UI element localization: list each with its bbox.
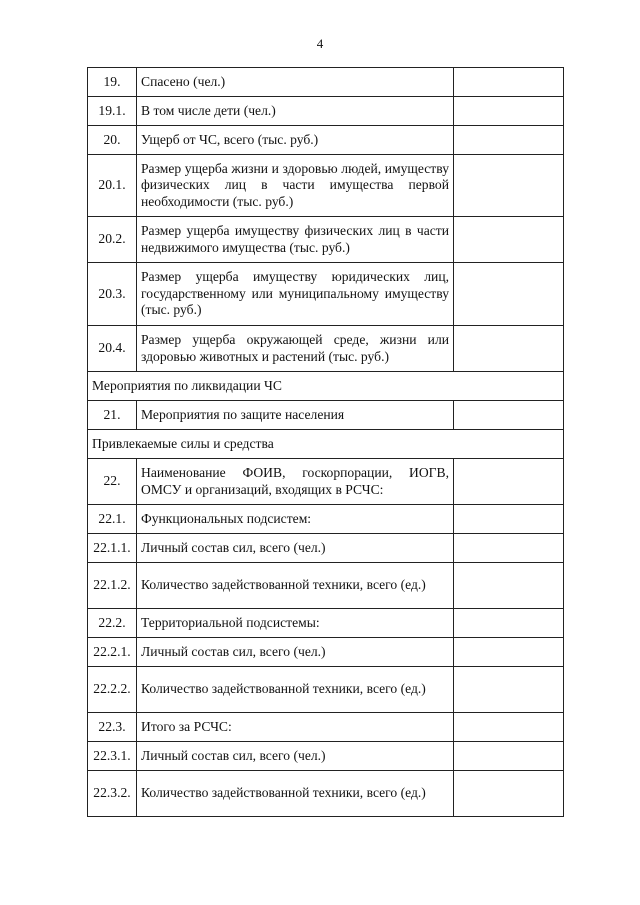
section-header: Привлекаемые силы и средства	[88, 430, 564, 459]
table-row	[88, 126, 564, 155]
row-number: 21.	[88, 401, 137, 430]
table-row	[88, 609, 564, 638]
row-description: Территориальной подсистемы:	[137, 609, 454, 638]
row-description: Размер ущерба жизни и здоровью людей, имуществу физических лиц в части имущества первой необходимости (тыс. руб.)	[137, 155, 454, 217]
row-number: 20.4.	[88, 326, 137, 372]
table-row	[88, 713, 564, 742]
report-table	[87, 67, 564, 817]
value-cell[interactable]	[454, 771, 564, 817]
row-number: 19.	[88, 68, 137, 97]
table-row	[88, 771, 564, 817]
table-row	[88, 459, 564, 505]
value-cell[interactable]	[454, 401, 564, 430]
row-number: 20.3.	[88, 263, 137, 326]
table-row	[88, 68, 564, 97]
row-number: 19.1.	[88, 97, 137, 126]
row-number: 22.2.2.	[88, 667, 137, 713]
table-row	[88, 155, 564, 217]
row-description: Количество задействованной техники, всего (ед.)	[137, 563, 454, 609]
row-number: 22.3.2.	[88, 771, 137, 817]
value-cell[interactable]	[454, 563, 564, 609]
value-cell[interactable]	[454, 534, 564, 563]
row-description: Итого за РСЧС:	[137, 713, 454, 742]
row-number: 22.3.1.	[88, 742, 137, 771]
row-number: 20.2.	[88, 217, 137, 263]
row-number: 22.	[88, 459, 137, 505]
table-row	[88, 638, 564, 667]
section-header-row	[88, 430, 564, 459]
row-number: 22.3.	[88, 713, 137, 742]
row-number: 22.2.	[88, 609, 137, 638]
row-description: В том числе дети (чел.)	[137, 97, 454, 126]
table-row	[88, 401, 564, 430]
row-number: 22.1.1.	[88, 534, 137, 563]
value-cell[interactable]	[454, 505, 564, 534]
row-description: Размер ущерба имуществу физических лиц в части недвижимого имущества (тыс. руб.)	[137, 217, 454, 263]
row-description: Ущерб от ЧС, всего (тыс. руб.)	[137, 126, 454, 155]
row-description: Личный состав сил, всего (чел.)	[137, 534, 454, 563]
value-cell[interactable]	[454, 126, 564, 155]
table-row	[88, 534, 564, 563]
value-cell[interactable]	[454, 459, 564, 505]
row-number: 20.	[88, 126, 137, 155]
row-description: Личный состав сил, всего (чел.)	[137, 638, 454, 667]
section-header-row	[88, 372, 564, 401]
row-number: 22.1.	[88, 505, 137, 534]
row-number: 22.2.1.	[88, 638, 137, 667]
row-description: Количество задействованной техники, всего (ед.)	[137, 667, 454, 713]
row-description: Количество задействованной техники, всего (ед.)	[137, 771, 454, 817]
value-cell[interactable]	[454, 217, 564, 263]
row-number: 22.1.2.	[88, 563, 137, 609]
value-cell[interactable]	[454, 742, 564, 771]
row-description: Размер ущерба окружающей среде, жизни или здоровью животных и растений (тыс. руб.)	[137, 326, 454, 372]
row-description: Мероприятия по защите населения	[137, 401, 454, 430]
table-row	[88, 667, 564, 713]
table-row	[88, 563, 564, 609]
value-cell[interactable]	[454, 263, 564, 326]
table-row	[88, 97, 564, 126]
row-number: 20.1.	[88, 155, 137, 217]
row-description: Личный состав сил, всего (чел.)	[137, 742, 454, 771]
value-cell[interactable]	[454, 667, 564, 713]
page-number: 4	[316, 36, 324, 51]
value-cell[interactable]	[454, 326, 564, 372]
row-description: Наименование ФОИВ, госкорпорации, ИОГВ, ОМСУ и организаций, входящих в РСЧС:	[137, 459, 454, 505]
section-header: Мероприятия по ликвидации ЧС	[88, 372, 564, 401]
value-cell[interactable]	[454, 713, 564, 742]
table-row	[88, 263, 564, 326]
table-row	[88, 505, 564, 534]
table-row	[88, 326, 564, 372]
table-row	[88, 217, 564, 263]
value-cell[interactable]	[454, 68, 564, 97]
value-cell[interactable]	[454, 609, 564, 638]
table-row	[88, 742, 564, 771]
row-description: Функциональных подсистем:	[137, 505, 454, 534]
value-cell[interactable]	[454, 155, 564, 217]
value-cell[interactable]	[454, 97, 564, 126]
row-description: Размер ущерба имуществу юридических лиц, государственному или муниципальному имуществу (тыс. руб.)	[137, 263, 454, 326]
value-cell[interactable]	[454, 638, 564, 667]
row-description: Спасено (чел.)	[137, 68, 454, 97]
